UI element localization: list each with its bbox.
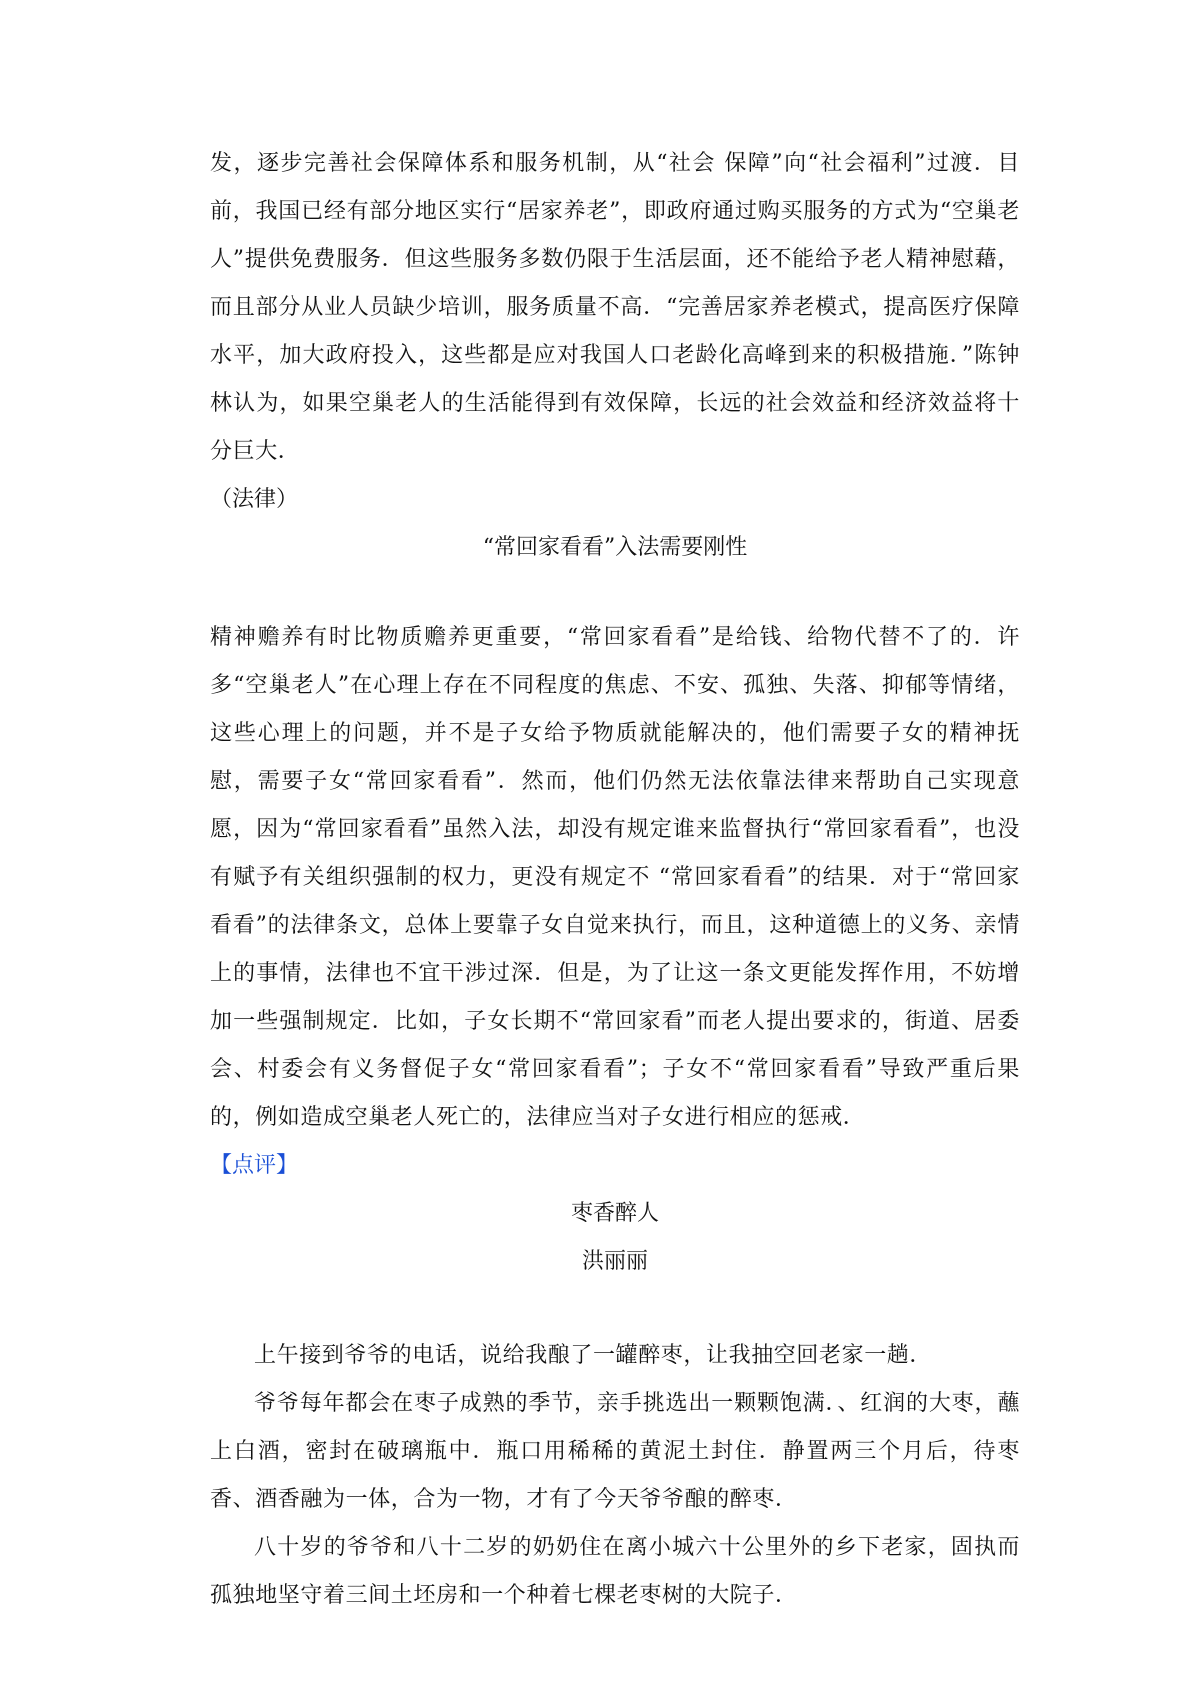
spacer	[210, 1286, 1020, 1332]
essay-paragraph: 爷爷每年都会在枣子成熟的季节，亲手挑选出一颗颗饱满．、红润的大枣，蘸上白酒，密封在破璃瓶中．瓶口用稀稀的黄泥土封住．静置两三个月后，待枣香、酒香融为一体，合为一物，才有了今天爷爷酿的醉枣．	[210, 1391, 1020, 1512]
essay-paragraph: 上午接到爷爷的电话，说给我酿了一罐醉枣，让我抽空回老家一趟．	[254, 1343, 933, 1368]
review-tag: 【点评】	[210, 1153, 299, 1178]
document-page	[210, 140, 1020, 1620]
intro-paragraph: 发，逐步完善社会保障体系和服务机制，从“社会 保障”向“社会福利”过渡．目前，我国已经有部分地区实行“居家养老”，即政府通过购买服务的方式为“空巢老人”提供免费服务．但这些服务多数仍限于生活层面，还不能给予老人精神慰藉，而且部分从业人员缺少培训，服务质量不高．“完善居家养老模式，提高医疗保障水平，加大政府投入，这些都是应对我国人口老龄化高峰到来的积极措施．”陈钟林认为，如果空巢老人的生活能得到有效保障，长远的社会效益和经济效益将十分巨大．	[210, 151, 1020, 464]
law-section-body: 精神赡养有时比物质赡养更重要，“常回家看看”是给钱、给物代替不了的．许多“空巢老人”在心理上存在不同程度的焦虑、不安、孤独、失落、抑郁等情绪，这些心理上的问题，并不是子女给予物质就能解决的，他们需要子女的精神抚慰，需要子女“常回家看看”．然而，他们仍然无法依靠法律来帮助自己实现意愿，因为“常回家看看”虽然入法，却没有规定谁来监督执行“常回家看看”，也没有赋予有关组织强制的权力，更没有规定不 “常回家看看”的结果．对于“常回家看看”的法律条文，总体上要靠子女自觉来执行，而且，这种道德上的义务、亲情上的事情，法律也不宜干涉过深．但是，为了让这一条文更能发挥作用，不妨增加一些强制规定．比如，子女长期不“常回家看”而老人提出要求的，街道、居委会、村委会有义务督促子女“常回家看看”；子女不“常回家看看”导致严重后果的，例如造成空巢老人死亡的，法律应当对子女进行相应的惩戒．	[210, 625, 1020, 1130]
essay-author: 洪丽丽	[581, 1249, 648, 1274]
essay-title: 枣香醉人	[570, 1201, 659, 1226]
law-section-title: “常回家看看”入法需要刚性	[482, 535, 748, 560]
essay-paragraph: 八十岁的爷爷和八十二岁的奶奶住在离小城六十公里外的乡下老家，固执而孤独地坚守着三间土坯房和一个种着七棵老枣树的大院子．	[210, 1535, 1020, 1608]
spacer	[210, 572, 1020, 614]
law-section-tag: （法律）	[210, 487, 299, 512]
